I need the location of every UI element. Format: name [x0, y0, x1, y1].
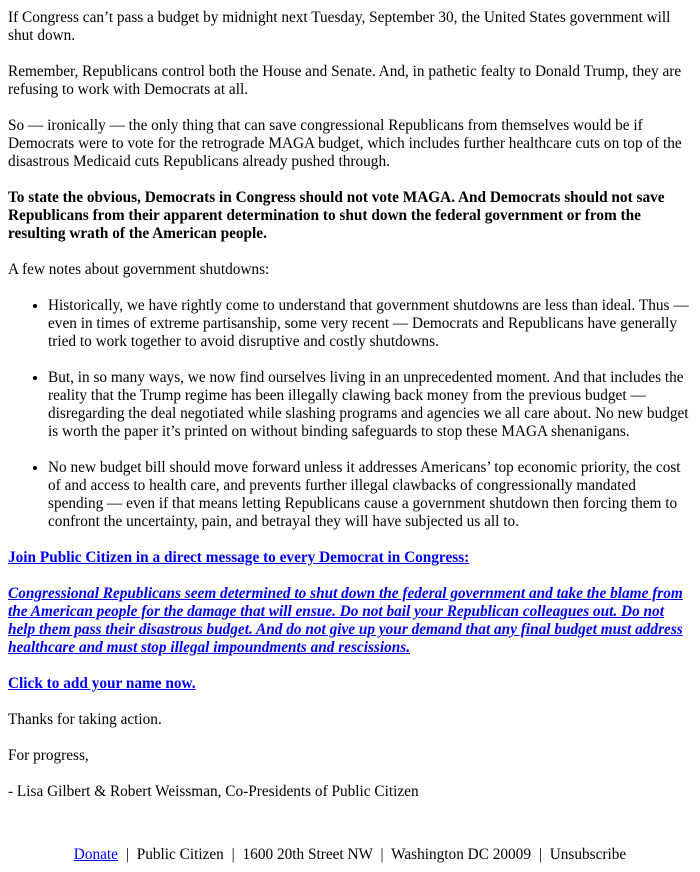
footer-separator: |: [380, 846, 384, 863]
context-paragraph: Remember, Republicans control both the House and Senate. And, in pathetic fealty to Donald Trump, they are refusing to work with Democrats at all.: [8, 63, 682, 98]
thanks-text: Thanks for taking action.: [8, 711, 162, 728]
message-paragraph: [8, 585, 692, 657]
key-statement-paragraph: To state the obvious, Democrats in Congress should not vote MAGA. And Democrats should not save Republicans from their apparent determination to shut down the federal government or from the resulting wrath of the American people.: [8, 189, 665, 242]
footer-org: Public Citizen: [136, 846, 224, 863]
footer-street: 1600 20th Street NW: [242, 846, 373, 863]
footer-separator: |: [125, 846, 129, 863]
signature-text: - Lisa Gilbert & Robert Weissman, Co-Presidents of Public Citizen: [8, 783, 419, 800]
notes-intro: A few notes about government shutdowns:: [8, 261, 270, 278]
add-name-paragraph: [8, 675, 692, 693]
join-paragraph: [8, 549, 692, 567]
shutdown-notes-list: [8, 297, 692, 531]
unsubscribe-link[interactable]: Unsubscribe: [549, 846, 627, 863]
donate-link[interactable]: Donate: [73, 846, 118, 863]
footer-separator: |: [538, 846, 542, 863]
join-link[interactable]: Join Public Citizen in a direct message to every Democrat in Congress:: [8, 549, 470, 566]
footer: [0, 846, 700, 864]
footer-city: Washington DC 20009: [391, 846, 531, 863]
message-link[interactable]: Congressional Republicans seem determined to shut down the federal government and take the blame from the American people for the damage that will ensue. Do not bail your Republican colleagues out. Do not help them pass their disastrous budget. And do not give up your demand that any final budget must address healthcare and must stop illegal impoundments and rescissions.: [8, 585, 683, 656]
intro-paragraph: If Congress can’t pass a budget by midnight next Tuesday, September 30, the United States government will shut down.: [8, 9, 671, 44]
footer-separator: |: [231, 846, 235, 863]
list-item: • No new budget bill should move forward unless it addresses Americans’ top economic priority, the cost of and access to health care, and prevents further illegal clawbacks of congressionally mandated spending — even if that means letting Republicans cause a government shutdown then forcing them to confront the uncertainty, pain, and betrayal they will have subjected us all to.: [48, 459, 692, 531]
list-item: • Historically, we have rightly come to understand that government shutdowns are less than ideal. Thus — even in times of extreme partisanship, some very recent — Democrats and Republicans have generally tried to work together to avoid disruptive and costly shutdowns.: [48, 297, 692, 351]
signoff-text: For progress,: [8, 747, 89, 764]
irony-paragraph: So — ironically — the only thing that can save congressional Republicans from themselves would be if Democrats were to vote for the retrograde MAGA budget, which includes further healthcare cuts on top of the disastrous Medicaid cuts Republicans already pushed through.: [8, 117, 682, 170]
add-name-link[interactable]: Click to add your name now.: [8, 675, 196, 692]
list-item: • But, in so many ways, we now find ourselves living in an unprecedented moment. And that includes the reality that the Trump regime has been illegally clawing back money from the previous budget — disregarding the deal negotiated while slashing programs and agencies we all care about. No new budget is worth the paper it’s printed on without binding safeguards to stop these MAGA shenanigans.: [48, 369, 692, 441]
